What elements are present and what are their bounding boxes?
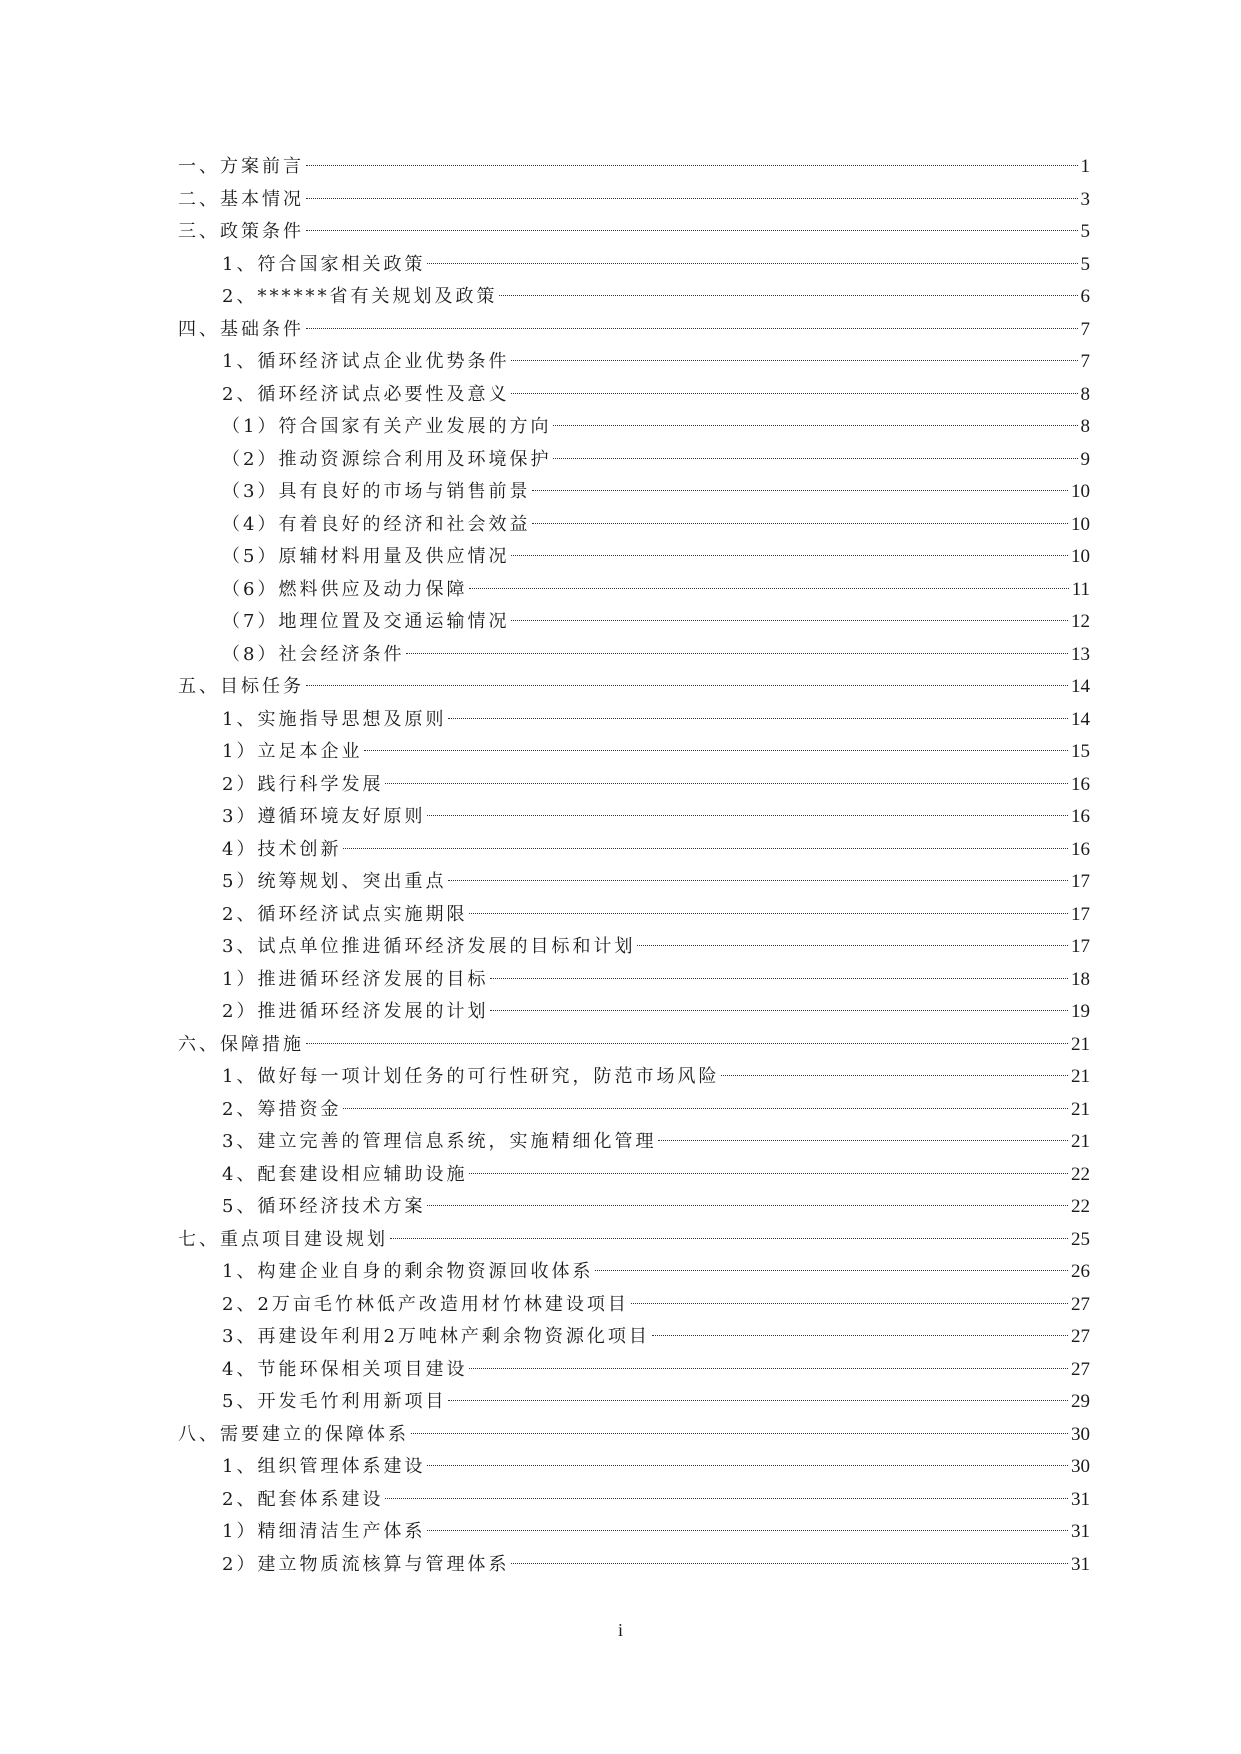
toc-entry[interactable]	[178, 671, 1090, 704]
toc-entry-page-number: 25	[1071, 1228, 1090, 1250]
page-number: i	[617, 1620, 623, 1640]
toc-entry[interactable]	[178, 866, 1090, 899]
toc-dot-leader	[511, 555, 1068, 556]
toc-entry-page-number: 17	[1071, 903, 1090, 925]
toc-entry-page-number: 30	[1071, 1423, 1090, 1445]
toc-entry[interactable]	[178, 346, 1090, 379]
toc-entry-label: （5）原辅材料用量及供应情况	[222, 546, 510, 567]
toc-entry-label: 1）立足本企业	[222, 741, 363, 762]
toc-entry[interactable]	[178, 1289, 1090, 1322]
toc-entry-page-number: 10	[1071, 546, 1090, 567]
toc-entry[interactable]	[178, 1516, 1090, 1549]
toc-dot-leader	[343, 848, 1068, 849]
toc-entry-label: 1、实施指导思想及原则	[222, 708, 447, 730]
toc-dot-leader	[658, 1140, 1068, 1141]
toc-entry-page-number: 3	[1080, 188, 1090, 210]
toc-entry-label: （1）符合国家有关产业发展的方向	[222, 416, 552, 437]
toc-entry-label: 2、2万亩毛竹林低产改造用材竹林建设项目	[222, 1293, 629, 1315]
toc-dot-leader	[490, 1010, 1068, 1011]
toc-entry[interactable]	[178, 1484, 1090, 1517]
toc-entry-page-number: 30	[1071, 1456, 1090, 1477]
toc-entry-page-number: 17	[1071, 871, 1090, 892]
toc-entry[interactable]	[178, 606, 1090, 639]
toc-dot-leader	[511, 620, 1068, 621]
toc-dot-leader	[721, 1075, 1068, 1076]
toc-entry[interactable]	[178, 736, 1090, 769]
toc-entry-page-number: 10	[1071, 481, 1090, 502]
toc-entry-label: 2、筹措资金	[222, 1098, 342, 1120]
toc-dot-leader	[427, 815, 1068, 816]
toc-entry-label: 4）技术创新	[222, 838, 342, 860]
toc-entry-label: 1、构建企业自身的剩余物资源回收体系	[222, 1261, 594, 1282]
toc-entry-label: （2）推动资源综合利用及环境保护	[222, 448, 552, 470]
toc-entry-page-number: 8	[1080, 383, 1090, 405]
toc-entry[interactable]	[178, 151, 1090, 184]
toc-entry-page-number: 12	[1071, 611, 1090, 632]
toc-entry[interactable]	[178, 801, 1090, 834]
toc-dot-leader	[511, 1563, 1068, 1564]
toc-entry-page-number: 27	[1071, 1358, 1090, 1380]
toc-entry-label: 二、基本情况	[178, 188, 304, 210]
toc-dot-leader	[306, 165, 1078, 166]
toc-dot-leader	[469, 1368, 1068, 1369]
toc-dot-leader	[631, 1303, 1068, 1304]
toc-entry-label: 1）精细清洁生产体系	[222, 1521, 426, 1542]
toc-entry-page-number: 29	[1071, 1391, 1090, 1412]
toc-dot-leader	[553, 425, 1077, 426]
toc-entry-page-number: 16	[1071, 773, 1090, 795]
toc-entry-page-number: 14	[1071, 708, 1090, 730]
toc-entry[interactable]	[178, 1386, 1090, 1419]
toc-entry-label: 1、组织管理体系建设	[222, 1456, 426, 1477]
toc-entry-label: 七、重点项目建设规划	[178, 1228, 388, 1250]
toc-dot-leader	[448, 880, 1068, 881]
toc-dot-leader	[385, 783, 1068, 784]
toc-entry-label: 5、循环经济技术方案	[222, 1196, 426, 1217]
toc-dot-leader	[427, 1530, 1068, 1531]
toc-entry[interactable]	[178, 216, 1090, 249]
toc-entry-page-number: 18	[1071, 968, 1090, 990]
toc-entry[interactable]	[178, 1224, 1090, 1257]
toc-dot-leader	[306, 198, 1078, 199]
toc-entry[interactable]	[178, 281, 1090, 314]
toc-entry[interactable]	[178, 476, 1090, 509]
toc-dot-leader	[411, 1433, 1068, 1434]
toc-entry-page-number: 14	[1071, 676, 1090, 697]
toc-entry-label: 2）建立物质流核算与管理体系	[222, 1553, 510, 1575]
toc-dot-leader	[532, 490, 1068, 491]
toc-entry-page-number: 9	[1080, 448, 1090, 470]
toc-entry-label: 一、方案前言	[178, 156, 304, 177]
toc-entry[interactable]	[178, 444, 1090, 477]
toc-entry-page-number: 21	[1071, 1066, 1090, 1087]
toc-entry-page-number: 13	[1071, 643, 1090, 665]
toc-dot-leader	[406, 653, 1068, 654]
toc-dot-leader	[390, 1238, 1068, 1239]
toc-entry-label: 1）推进循环经济发展的目标	[222, 968, 489, 990]
toc-entry[interactable]	[178, 574, 1090, 607]
toc-dot-leader	[652, 1335, 1068, 1336]
toc-entry-page-number: 5	[1080, 221, 1090, 242]
toc-entry-label: （7）地理位置及交通运输情况	[222, 611, 510, 632]
toc-entry[interactable]	[178, 379, 1090, 412]
toc-entry[interactable]	[178, 1094, 1090, 1127]
toc-entry-label: 4、配套建设相应辅助设施	[222, 1163, 468, 1185]
toc-entry-page-number: 16	[1071, 806, 1090, 827]
toc-entry[interactable]	[178, 964, 1090, 997]
toc-entry-page-number: 19	[1071, 1001, 1090, 1022]
toc-entry-label: 5）统筹规划、突出重点	[222, 871, 447, 892]
toc-entry[interactable]	[178, 1256, 1090, 1289]
toc-dot-leader	[511, 360, 1077, 361]
toc-entry-page-number: 22	[1071, 1163, 1090, 1185]
toc-entry-page-number: 31	[1071, 1521, 1090, 1542]
toc-entry[interactable]	[178, 1029, 1090, 1062]
toc-entry-label: 2、******省有关规划及政策	[222, 286, 498, 307]
toc-entry-page-number: 15	[1071, 741, 1090, 762]
toc-entry-label: 八、需要建立的保障体系	[178, 1423, 409, 1445]
toc-dot-leader	[364, 750, 1068, 751]
toc-dot-leader	[427, 1465, 1068, 1466]
toc-entry-page-number: 8	[1080, 416, 1090, 437]
toc-dot-leader	[637, 945, 1068, 946]
toc-dot-leader	[427, 1205, 1068, 1206]
toc-dot-leader	[511, 393, 1077, 394]
toc-dot-leader	[448, 1400, 1068, 1401]
toc-entry-label: （8）社会经济条件	[222, 643, 405, 665]
toc-entry-label: 五、目标任务	[178, 676, 304, 697]
toc-entry-page-number: 31	[1071, 1488, 1090, 1510]
toc-entry-page-number: 10	[1071, 513, 1090, 535]
toc-entry-label: 4、节能环保相关项目建设	[222, 1358, 468, 1380]
toc-entry-page-number: 1	[1080, 156, 1090, 177]
toc-entry[interactable]	[178, 834, 1090, 867]
toc-entry[interactable]	[178, 996, 1090, 1029]
toc-dot-leader	[306, 1043, 1068, 1044]
toc-dot-leader	[427, 263, 1077, 264]
toc-entry[interactable]	[178, 899, 1090, 932]
toc-entry[interactable]	[178, 249, 1090, 282]
toc-dot-leader	[490, 978, 1068, 979]
toc-entry[interactable]	[178, 314, 1090, 347]
toc-entry[interactable]	[178, 1061, 1090, 1094]
toc-entry-page-number: 7	[1080, 318, 1090, 340]
table-of-contents	[178, 151, 1090, 1581]
toc-entry-label: 四、基础条件	[178, 318, 304, 340]
toc-dot-leader	[448, 718, 1068, 719]
toc-entry[interactable]	[178, 541, 1090, 574]
toc-entry-label: 3、再建设年利用2万吨林产剩余物资源化项目	[222, 1326, 650, 1347]
toc-entry-label: 2）践行科学发展	[222, 773, 384, 795]
toc-dot-leader	[306, 328, 1078, 329]
toc-entry[interactable]	[178, 1191, 1090, 1224]
toc-entry[interactable]	[178, 1419, 1090, 1452]
toc-entry[interactable]	[178, 1549, 1090, 1582]
toc-entry-page-number: 21	[1071, 1033, 1090, 1055]
toc-dot-leader	[306, 685, 1068, 686]
toc-entry-label: 2、循环经济试点实施期限	[222, 903, 468, 925]
toc-entry-label: 2、配套体系建设	[222, 1488, 384, 1510]
toc-entry-page-number: 5	[1080, 253, 1090, 275]
toc-entry-page-number: 31	[1071, 1553, 1090, 1575]
toc-entry-label: 3）遵循环境友好原则	[222, 806, 426, 827]
toc-entry[interactable]	[178, 769, 1090, 802]
toc-entry-page-number: 17	[1071, 936, 1090, 957]
toc-entry-page-number: 21	[1071, 1098, 1090, 1120]
toc-entry[interactable]	[178, 1354, 1090, 1387]
toc-entry-label: （4）有着良好的经济和社会效益	[222, 513, 531, 535]
toc-entry[interactable]	[178, 411, 1090, 444]
toc-entry-label: 1、循环经济试点企业优势条件	[222, 351, 510, 372]
toc-dot-leader	[469, 1173, 1068, 1174]
toc-entry-page-number: 16	[1071, 838, 1090, 860]
toc-dot-leader	[469, 588, 1068, 589]
toc-entry-label: 三、政策条件	[178, 221, 304, 242]
toc-dot-leader	[595, 1270, 1068, 1271]
toc-dot-leader	[499, 295, 1077, 296]
toc-dot-leader	[306, 230, 1078, 231]
toc-dot-leader	[553, 458, 1077, 459]
toc-entry-page-number: 27	[1071, 1293, 1090, 1315]
toc-entry-label: 5、开发毛竹利用新项目	[222, 1391, 447, 1412]
toc-dot-leader	[532, 523, 1068, 524]
toc-entry[interactable]	[178, 1321, 1090, 1354]
toc-entry-label: （6）燃料供应及动力保障	[222, 578, 468, 600]
toc-dot-leader	[469, 913, 1068, 914]
toc-entry[interactable]	[178, 1126, 1090, 1159]
toc-entry[interactable]	[178, 1451, 1090, 1484]
toc-entry-label: 六、保障措施	[178, 1033, 304, 1055]
toc-entry-page-number: 6	[1080, 286, 1090, 307]
toc-entry[interactable]	[178, 184, 1090, 217]
toc-entry-page-number: 7	[1080, 351, 1090, 372]
toc-entry-label: 1、符合国家相关政策	[222, 253, 426, 275]
toc-entry-page-number: 21	[1071, 1131, 1090, 1152]
toc-entry-label: 3、试点单位推进循环经济发展的目标和计划	[222, 936, 636, 957]
toc-entry-page-number: 26	[1071, 1261, 1090, 1282]
toc-entry-page-number: 27	[1071, 1326, 1090, 1347]
toc-dot-leader	[385, 1498, 1068, 1499]
toc-entry-label: 3、建立完善的管理信息系统，实施精细化管理	[222, 1131, 657, 1152]
toc-entry[interactable]	[178, 1159, 1090, 1192]
toc-entry[interactable]	[178, 931, 1090, 964]
toc-entry[interactable]	[178, 704, 1090, 737]
toc-entry-label: 1、做好每一项计划任务的可行性研究，防范市场风险	[222, 1066, 720, 1087]
toc-entry-label: （3）具有良好的市场与销售前景	[222, 481, 531, 502]
toc-entry[interactable]	[178, 509, 1090, 542]
toc-entry[interactable]	[178, 639, 1090, 672]
toc-entry-label: 2）推进循环经济发展的计划	[222, 1001, 489, 1022]
toc-entry-page-number: 22	[1071, 1196, 1090, 1217]
toc-entry-label: 2、循环经济试点必要性及意义	[222, 383, 510, 405]
toc-entry-page-number: 11	[1071, 578, 1090, 600]
toc-dot-leader	[343, 1108, 1068, 1109]
